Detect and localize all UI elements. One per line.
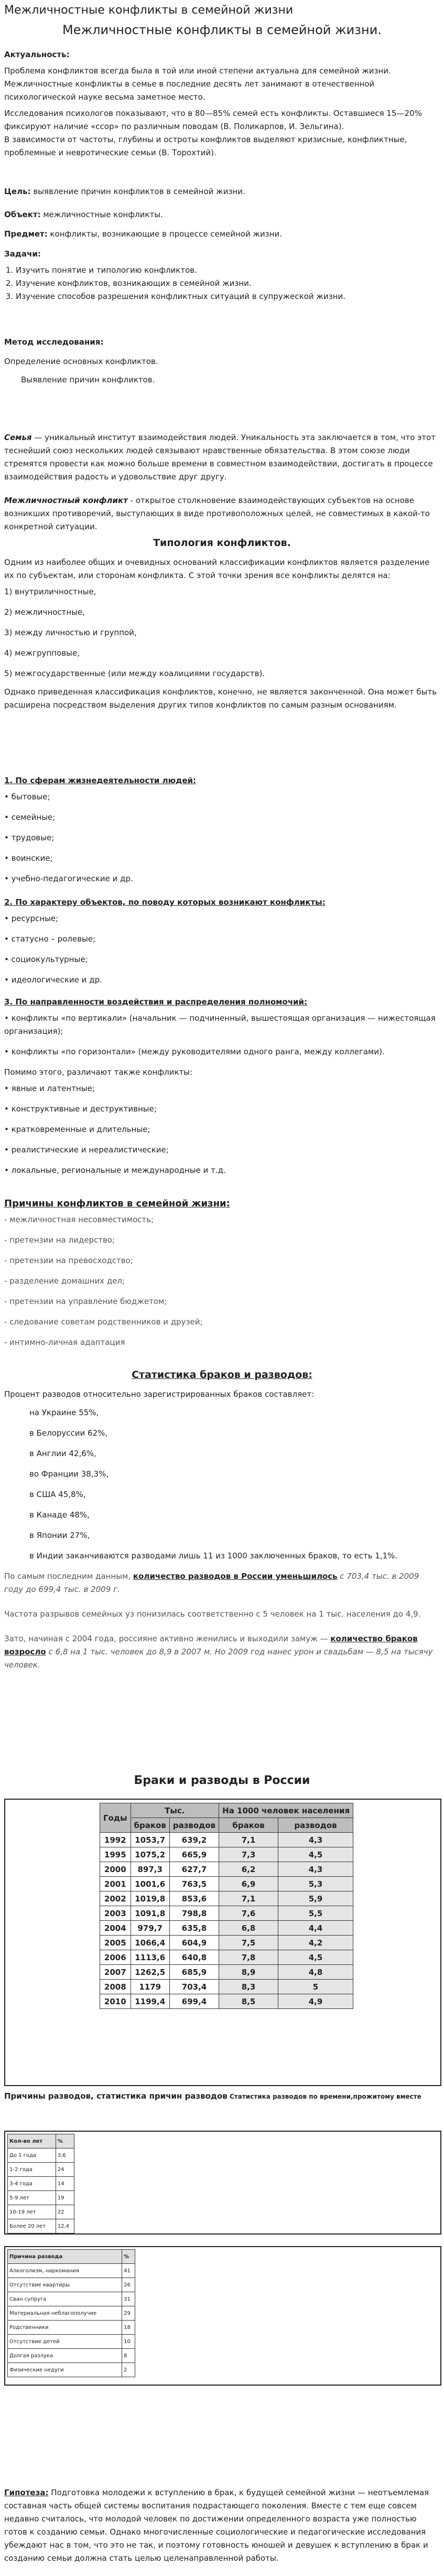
table-cell: 22	[56, 2205, 74, 2219]
table-cell: 604,9	[169, 1936, 219, 1950]
table-cell: 5,5	[278, 1906, 353, 1921]
list-item: • статусно – ролевые;	[4, 934, 96, 944]
table-cell: 26	[122, 2278, 135, 2292]
table-row	[8, 2219, 74, 2233]
table-cell: Материальная неблагополучие	[8, 2306, 122, 2321]
table-cell: 10-19 лет	[8, 2205, 56, 2219]
table-cell: 4,5	[278, 1847, 353, 1862]
marriages-table-title	[4, 1774, 440, 1787]
duration-table-body	[8, 2149, 74, 2233]
table-cell: 10	[122, 2335, 135, 2349]
table-cell: 627,7	[169, 1862, 219, 1877]
relevance-label: Актуальность:	[4, 50, 70, 59]
list-item: 1) внутриличностные,	[4, 587, 96, 596]
column-header: Тыс.	[131, 1803, 219, 1818]
marriages-table-heading: Браки и разводы в России	[134, 1774, 310, 1787]
table-row	[100, 1906, 353, 1921]
table-row	[100, 1980, 353, 1994]
other-intro: Помимо этого, различают также конфликты:	[4, 1067, 193, 1077]
table-row	[8, 2335, 135, 2349]
tasks-section	[4, 248, 440, 303]
method-line-1: Определение основных конфликтов.	[4, 357, 158, 366]
causes-list	[4, 1213, 440, 1349]
list-item: в Индии заканчиваются разводами лишь 11 из 1000 заключенных браков, то есть 1,1%.	[29, 1551, 398, 1560]
objects-section	[4, 896, 440, 994]
divorce-stats-intro: Процент разводов относительно зарегистрированных браков составляет:	[4, 1389, 315, 1399]
table-cell: 2003	[100, 1906, 131, 1921]
duration-table	[7, 2134, 74, 2233]
table-cell: 1113,6	[131, 1950, 169, 1965]
list-item: в Белоруссии 62%,	[29, 1428, 108, 1438]
table-cell: 2	[122, 2363, 135, 2377]
list-item: - претензии на управление бюджетом;	[4, 1297, 167, 1306]
table-cell: 763,5	[169, 1877, 219, 1891]
conflict-definition	[4, 494, 440, 537]
table-cell: 2002	[100, 1891, 131, 1906]
table-cell: 8,3	[219, 1980, 278, 1994]
spheres-list	[4, 790, 440, 885]
table-cell: 24	[56, 2163, 74, 2177]
table-cell: 4,5	[278, 1950, 353, 1965]
family-definition	[4, 431, 440, 487]
table-cell: 8,5	[219, 1994, 278, 2009]
column-header: браков	[131, 1818, 169, 1833]
divorce-stats-section	[4, 1369, 440, 1675]
subject-text: конфликты, возникающие в процессе семейной жизни.	[47, 229, 283, 239]
table-cell: Более 20 лет	[8, 2219, 56, 2233]
table-cell: 18	[122, 2321, 135, 2335]
list-item: в США 45,8%,	[29, 1490, 86, 1499]
table-cell: 7,5	[219, 1936, 278, 1950]
list-item: • семейные;	[4, 813, 56, 822]
table-cell: До 1 года	[8, 2149, 56, 2163]
divorce-stats-title: Статистика браков и разводов:	[132, 1369, 312, 1381]
direction-title: 3. По направленности воздействия и распределения полномочий:	[4, 997, 308, 1007]
table-cell: Отсутствие квартиры	[8, 2278, 122, 2292]
list-item: • социокультурные;	[4, 955, 88, 964]
causes-section	[4, 1197, 440, 1356]
objects-list	[4, 912, 440, 987]
table-cell: 1995	[100, 1847, 131, 1862]
list-item: на Украине 55%,	[29, 1408, 99, 1417]
list-item: 3) между личностью и группой,	[4, 628, 137, 637]
table-cell: 2010	[100, 1994, 131, 2009]
table-row	[8, 2363, 135, 2377]
list-item: 5) межгосударственные (или между коалициями государств).	[4, 669, 265, 678]
list-item: - межличностная несовместимость;	[4, 1215, 154, 1224]
other-list	[4, 1082, 440, 1177]
table-cell: 29	[122, 2306, 135, 2321]
list-item: • учебно-педагогические и др.	[4, 874, 133, 883]
list-item: • конфликты «по вертикали» (начальник — подчиненный, вышестоящая организация — нижестоящая организация);	[4, 1013, 436, 1036]
table-row	[8, 2191, 74, 2205]
table-cell: 6,8	[219, 1921, 278, 1936]
table-row	[100, 1891, 353, 1906]
table-cell: 3-4 года	[8, 2177, 56, 2191]
table-row	[8, 2264, 135, 2278]
task-item: 2. Изучение конфликтов, возникающих в семейной жизни.	[16, 277, 440, 290]
causes-table-body	[8, 2264, 135, 2377]
list-item: • бытовые;	[4, 792, 50, 801]
table-row	[8, 2292, 135, 2306]
table-cell: 979,7	[131, 1921, 169, 1936]
table-cell: 4,2	[278, 1936, 353, 1950]
column-header: %	[122, 2250, 135, 2264]
list-item: во Франции 38,3%,	[29, 1469, 109, 1479]
table-cell: 897,3	[131, 1862, 169, 1877]
document-title-centered: Межличностные конфликты в семейной жизни.	[62, 23, 382, 37]
family-term: Семья	[4, 433, 32, 442]
table-cell: 3,6	[56, 2149, 74, 2163]
table-row	[8, 2163, 74, 2177]
typology-note: Однако приведенная классификация конфликтов, конечно, не является законченной. Она может быть расширена посредством выделения других типов конфликтов по самым разным основаниям.	[4, 687, 437, 710]
table-cell: 31	[122, 2292, 135, 2306]
table-cell: 6,9	[219, 1877, 278, 1891]
object-label: Объект:	[4, 210, 41, 219]
direction-section	[4, 996, 440, 1184]
table-row	[8, 2149, 74, 2163]
conflict-text: - открытое столкновение взаимодействующих субъектов на основе возникших противоречий, выступающих в виде противоположных целей, не совместимых в какой-то конкретной ситуации.	[4, 496, 430, 531]
column-header: Причина развода	[8, 2250, 122, 2264]
table-cell: 1199,4	[131, 1994, 169, 2009]
table-cell: 41	[122, 2264, 135, 2278]
text-fragment: Зато, начиная с 2004 года, россияне активно женились и выходили замуж —	[4, 1634, 331, 1643]
table-cell: 2006	[100, 1950, 131, 1965]
tasks-list	[16, 264, 440, 303]
highlight-fragment: количество разводов в России уменьшилось	[133, 1572, 338, 1581]
table-cell: 14	[56, 2177, 74, 2191]
table-row	[100, 1936, 353, 1950]
conflict-term: Межличностный конфликт	[4, 496, 128, 505]
column-header: разводов	[278, 1818, 353, 1833]
table-row	[8, 2177, 74, 2191]
table-cell: 665,9	[169, 1847, 219, 1862]
table-row	[100, 1847, 353, 1862]
table-cell: 2004	[100, 1921, 131, 1936]
column-header: браков	[219, 1818, 278, 1833]
spheres-section	[4, 774, 440, 893]
table-cell: 8,9	[219, 1965, 278, 1980]
typology-intro: Одним из наиболее общих и очевидных оснований классификации конфликтов является разделение их по субъектам, или сторонам конфликта. С этой точки зрения все конфликты делятся на:	[4, 558, 430, 580]
divorce-paragraph-1	[4, 1570, 440, 1596]
reasons-title-main: Причины разводов, статистика причин разводов	[4, 2091, 228, 2101]
typology-title: Типология конфликтов.	[153, 537, 291, 549]
divorce-country-list	[4, 1406, 440, 1563]
table-cell: 2005	[100, 1936, 131, 1950]
table-cell: 7,6	[219, 1906, 278, 1921]
subject-label: Предмет:	[4, 229, 48, 239]
table-cell: 1053,7	[131, 1833, 169, 1847]
relevance-paragraph-2: Исследования психологов показывают, что в 80—85% семей есть конфликты. Оставшиеся 15—20% фиксируют наличие «ссор» по различным поводам (В. Поликарпов, И. Зельгина).	[4, 109, 422, 131]
table-cell: Физические недуги	[8, 2363, 122, 2377]
hypothesis-text: Подготовка молодежи к вступлению в брак, к будущей семейной жизни — неотъемлемая составная часть общей системы воспитания подрастающего поколения. Вместе с тем еще совсем недавно считалось, что молодой человек по достижении определенного возраста уже полностью готов к созданию семьи. Однако многочисленные социологические и педагогические исследования убеждают нас в том, что это не так, и поэтому готовность юношей и девушек к вступлению в брак и созданию семьи должна стать целью целенаправленной работы.	[4, 2488, 429, 2563]
method-label: Метод исследования:	[4, 337, 104, 347]
list-item: 2) межличностные,	[4, 607, 85, 617]
table-cell: 1091,8	[131, 1906, 169, 1921]
list-item: - претензии на превосходство;	[4, 1256, 133, 1265]
text-fragment: По самым последним данным,	[4, 1572, 133, 1581]
table-cell: Долгая разлука	[8, 2349, 122, 2363]
table-cell: 12,4	[56, 2219, 74, 2233]
hypothesis-label: Гипотеза:	[4, 2488, 49, 2497]
table-cell: 8	[122, 2349, 135, 2363]
table-cell: 5,3	[278, 1877, 353, 1891]
goal-text: выявление причин конфликтов в семейной жизни.	[30, 187, 245, 196]
table-cell: 1992	[100, 1833, 131, 1847]
table-cell: 4,4	[278, 1921, 353, 1936]
object-text: межличностные конфликты.	[40, 210, 163, 219]
table-cell: 4,9	[278, 1994, 353, 2009]
marriages-table-frame	[4, 1799, 441, 2086]
reasons-title-small: Статистика разводов по времени,прожитому вместе	[227, 2093, 421, 2100]
table-cell: 2000	[100, 1862, 131, 1877]
text-fragment: с 6,8 на 1 тыс. человек до 8,9 в 2007 м. Но 2009 год нанес урон и свадьбам — 8,5 на тысячу человек.	[4, 1647, 433, 1670]
spheres-title: 1. По сферам жизнедеятельности людей:	[4, 776, 197, 785]
list-item: в Англии 42,6%,	[29, 1449, 96, 1458]
table-cell: 7,1	[219, 1891, 278, 1906]
table-row	[8, 2349, 135, 2363]
table-cell: 1179	[131, 1980, 169, 1994]
causes-table-frame	[4, 2246, 441, 2386]
table-cell: 2007	[100, 1965, 131, 1980]
typology-subjects-list	[4, 585, 440, 680]
table-cell: 5	[278, 1980, 353, 1994]
list-item: в Канаде 48%,	[29, 1510, 90, 1520]
table-cell: 7,8	[219, 1950, 278, 1965]
table-cell: 635,8	[169, 1921, 219, 1936]
object-row	[4, 208, 440, 225]
hypothesis-section	[4, 2486, 440, 2568]
causes-title: Причины конфликтов в семейной жизни:	[4, 1198, 230, 1209]
causes-table	[7, 2249, 135, 2377]
table-cell: 5,9	[278, 1891, 353, 1906]
subject-row	[4, 228, 440, 244]
list-item: - разделение домашних дел;	[4, 1276, 125, 1286]
table-row	[8, 2306, 135, 2321]
table-cell: 4,3	[278, 1862, 353, 1877]
text-fragment: с 703,4 тыс. в 2009 году до 699,4 тыс. в 2009 г.	[4, 1572, 419, 1594]
table-cell: 703,4	[169, 1980, 219, 1994]
reasons-title	[4, 2090, 440, 2105]
list-item: • явные и латентные;	[4, 1084, 95, 1093]
list-item: • воинские;	[4, 853, 53, 863]
family-text: — уникальный институт взаимодействия людей. Уникальность эта заключается в том, что этот теснейший союз нескольких людей связывают нравственные обязательства. В этом союзе люди стремятся провести как можно больше времени в совместном взаимодействии, достигать в процессе взаимодействия радость и удовольствие друг другу.	[4, 433, 436, 482]
divorce-paragraph-2: Частота разрывов семейных уз понизилась соответственно с 5 человек на 1 тыс. населения до 4,9.	[4, 1609, 421, 1619]
list-item: • реалистические и нереалистические;	[4, 1145, 169, 1155]
list-item: • трудовые;	[4, 833, 55, 842]
marriages-table	[100, 1803, 353, 2009]
table-cell: 1262,5	[131, 1965, 169, 1980]
divorce-paragraph-3	[4, 1632, 440, 1672]
table-cell: Родственники	[8, 2321, 122, 2335]
method-section	[4, 336, 440, 390]
highlight-fragment: количество браков возросло	[4, 1634, 418, 1656]
table-cell: 7,3	[219, 1847, 278, 1862]
list-item: 4) межгрупповые,	[4, 648, 80, 658]
task-item: 3. Изучение способов разрешения конфликтных ситуаций в супружеской жизни.	[16, 290, 440, 303]
table-row	[100, 1921, 353, 1936]
relevance-section	[4, 48, 440, 163]
column-header: разводов	[169, 1818, 219, 1833]
list-item: • ресурсные;	[4, 914, 59, 923]
list-item: • кратковременные и длительные;	[4, 1125, 150, 1134]
tasks-label: Задачи:	[4, 249, 41, 259]
list-item: в Японии 27%,	[29, 1531, 90, 1540]
table-cell: 6,2	[219, 1862, 278, 1877]
table-cell: Алкоголизм, наркомания	[8, 2264, 122, 2278]
table-cell: 1-2 года	[8, 2163, 56, 2177]
method-line-2: Выявление причин конфликтов.	[21, 375, 155, 384]
table-cell: 1001,6	[131, 1877, 169, 1891]
table-cell: 699,4	[169, 1994, 219, 2009]
list-item: • идеологические и др.	[4, 975, 102, 985]
table-cell: 5-9 лет	[8, 2191, 56, 2205]
table-row	[100, 1965, 353, 1980]
table-cell: 640,8	[169, 1950, 219, 1965]
table-row	[100, 1877, 353, 1891]
list-item: - следование советам родственников и друзей;	[4, 1317, 203, 1327]
typology-section	[4, 537, 440, 715]
duration-table-frame	[4, 2131, 441, 2235]
table-cell: 2008	[100, 1980, 131, 1994]
table-cell: 685,9	[169, 1965, 219, 1980]
column-header: На 1000 человек населения	[219, 1803, 353, 1818]
marriages-table-body	[100, 1833, 353, 2009]
table-cell: 1075,2	[131, 1847, 169, 1862]
table-cell: 7,1	[219, 1833, 278, 1847]
list-item: - интимно-личная адаптация	[4, 1338, 125, 1347]
table-row	[8, 2278, 135, 2292]
table-row	[100, 1950, 353, 1965]
column-header: Кол-во лет	[8, 2134, 56, 2149]
relevance-paragraph-3: В зависимости от частоты, глубины и остроты конфликтов выделяют кризисные, конфликтные, проблемные и невротические семьи (В. Торохтий).	[4, 135, 407, 157]
table-cell: 4,8	[278, 1965, 353, 1980]
list-item: • конструктивные и деструктивные;	[4, 1104, 157, 1114]
table-cell: Отсутствие детей	[8, 2335, 122, 2349]
table-cell: 798,8	[169, 1906, 219, 1921]
table-row	[100, 1862, 353, 1877]
table-cell: 2001	[100, 1877, 131, 1891]
table-row	[100, 1994, 353, 2009]
goal-row	[4, 185, 440, 201]
table-cell: 19	[56, 2191, 74, 2205]
table-cell: 1019,8	[131, 1891, 169, 1906]
relevance-paragraph-1: Проблема конфликтов всегда была в той или иной степени актуальна для семейной жизни. Межличностные конфликты в семье в последние десять лет занимают в отечественной психологической науке весьма заметное место.	[4, 66, 391, 102]
list-item: - претензии на лидерство;	[4, 1235, 115, 1245]
list-item: • локальные, региональные и международные и т.д.	[4, 1166, 226, 1175]
table-cell: 639,2	[169, 1833, 219, 1847]
table-row	[8, 2321, 135, 2335]
table-cell: 4,3	[278, 1833, 353, 1847]
objects-title: 2. По характеру объектов, по поводу которых возникают конфликты:	[4, 897, 326, 907]
table-cell: 853,6	[169, 1891, 219, 1906]
table-cell: 1066,4	[131, 1936, 169, 1950]
column-header: %	[56, 2134, 74, 2149]
table-row	[100, 1833, 353, 1847]
goal-label: Цель:	[4, 187, 31, 196]
column-header: Годы	[100, 1803, 131, 1833]
table-row	[8, 2205, 74, 2219]
task-item: 1. Изучить понятие и типологию конфликтов.	[16, 264, 440, 277]
direction-list	[4, 1012, 440, 1059]
table-cell: Сван супруга	[8, 2292, 122, 2306]
list-item: • конфликты «по горизонтали» (между руководителями одного ранга, между коллегами).	[4, 1047, 385, 1056]
document-title: Межличностные конфликты в семейной жизни	[4, 4, 294, 17]
